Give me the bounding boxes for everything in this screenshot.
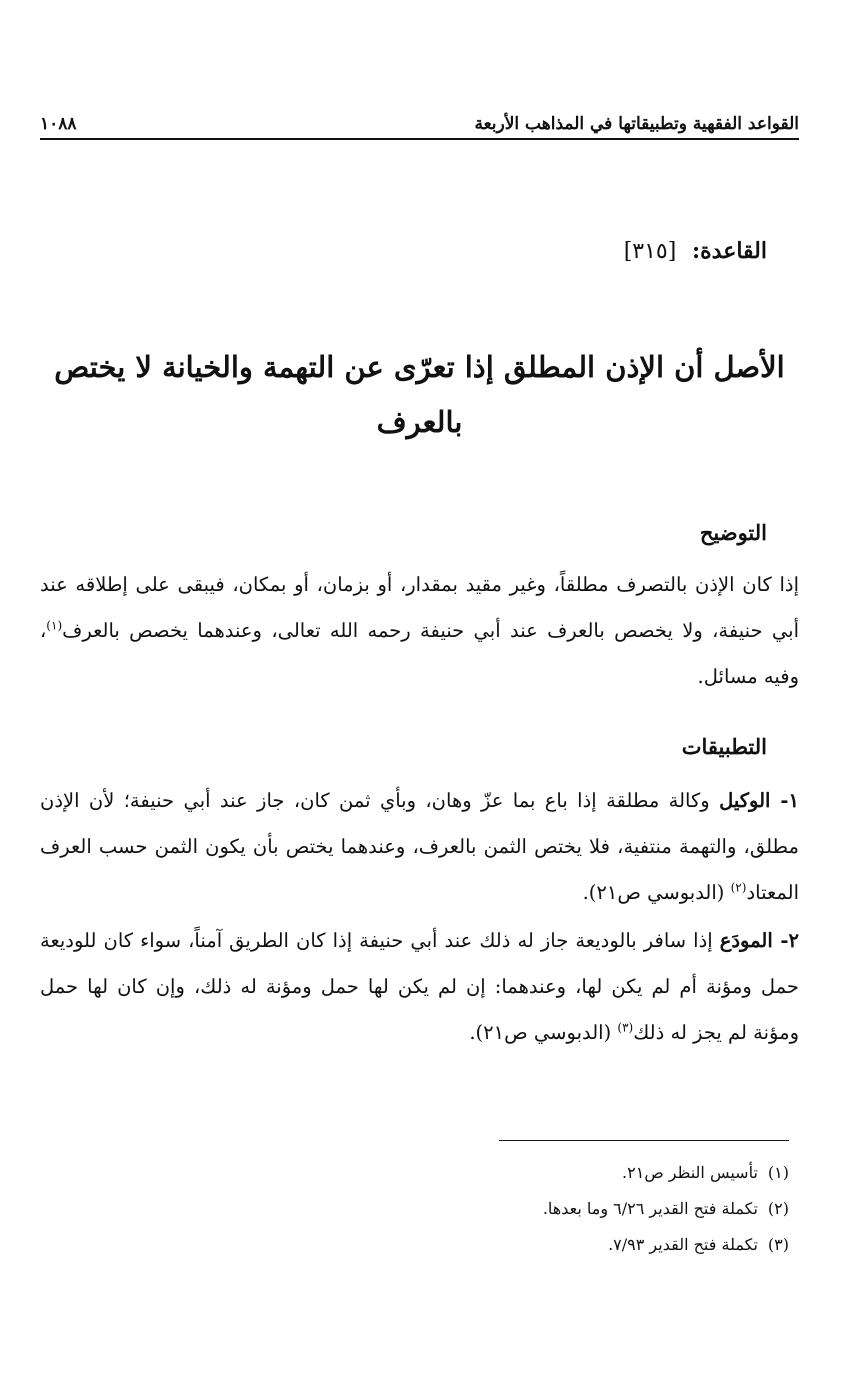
explanation-text-end: ، وفيه مسائل.	[40, 619, 799, 688]
footnote-divider	[499, 1140, 789, 1141]
footnote-ref-2: (٢)	[730, 880, 747, 895]
footnote-marker: (١)	[767, 1163, 789, 1182]
item-lead: المودَع	[719, 929, 773, 952]
rule-number: [٣١٥]	[623, 239, 677, 264]
running-header	[40, 100, 799, 140]
footnote-ref-3: (٣)	[617, 1020, 634, 1035]
item-text: إذا سافر بالوديعة جاز له ذلك عند أبي حنيفة إذا كان الطريق آمناً، سواء كان للوديعة حمل ومؤنة أم لم يكن لها، وعندهما: إن لم يكن لها حمل ومؤنة له ذلك، وإن كان لها حمل ومؤنة لم يجز له ذلك	[40, 929, 799, 1044]
footnote-marker: (٣)	[767, 1235, 789, 1254]
book-title: القواعد الفقهية وتطبيقاتها في المذاهب الأربعة	[474, 114, 799, 134]
explanation-heading: التوضيح	[699, 520, 767, 545]
item-number: ٢-	[772, 929, 799, 952]
application-item	[40, 918, 799, 1056]
page-number: ١٠٨٨	[40, 114, 77, 134]
rule-heading	[624, 238, 767, 264]
application-item	[40, 778, 799, 916]
footnote-item	[40, 1155, 789, 1191]
footnote-text: تكملة فتح القدير ٦/٢٦ وما بعدها.	[542, 1199, 758, 1218]
item-lead: الوكيل	[719, 789, 771, 812]
rule-label: القاعدة:	[692, 238, 767, 264]
item-text: وكالة مطلقة إذا باع بما عزّ وهان، وبأي ثمن كان، جاز عند أبي حنيفة؛ لأن الإذن مطلق، والتهمة منتفية، فلا يختص الثمن بالعرف، وعندهما يختص بأن يكون الثمن حسب العرف المعتاد	[40, 789, 799, 904]
applications-heading: التطبيقات	[681, 734, 767, 759]
item-text-end: (الدبوسي ص٢١).	[469, 1021, 618, 1044]
footnotes	[40, 1155, 789, 1263]
footnote-text: تأسيس النظر ص٢١.	[622, 1163, 758, 1182]
explanation-text: إذا كان الإذن بالتصرف مطلقاً، وغير مقيد بمقدار، أو بزمان، أو بمكان، فيبقى على إطلاقه عند أبي حنيفة، ولا يخصص بالعرف عند أبي حنيفة رحمه الله تعالى، وعندهما يخصص بالعرف	[40, 573, 799, 642]
footnote-text: تكملة فتح القدير ٧/٩٣.	[608, 1235, 758, 1254]
rule-title: الأصل أن الإذن المطلق إذا تعرّى عن التهمة والخيانة لا يختص بالعرف	[54, 350, 785, 439]
item-text-end: (الدبوسي ص٢١).	[582, 881, 731, 904]
explanation-paragraph	[40, 562, 799, 700]
footnote-ref-1: (١)	[46, 618, 63, 633]
footnote-item	[40, 1227, 789, 1263]
item-number: ١-	[770, 789, 799, 812]
footnote-item	[40, 1191, 789, 1227]
footnote-marker: (٢)	[767, 1199, 789, 1218]
